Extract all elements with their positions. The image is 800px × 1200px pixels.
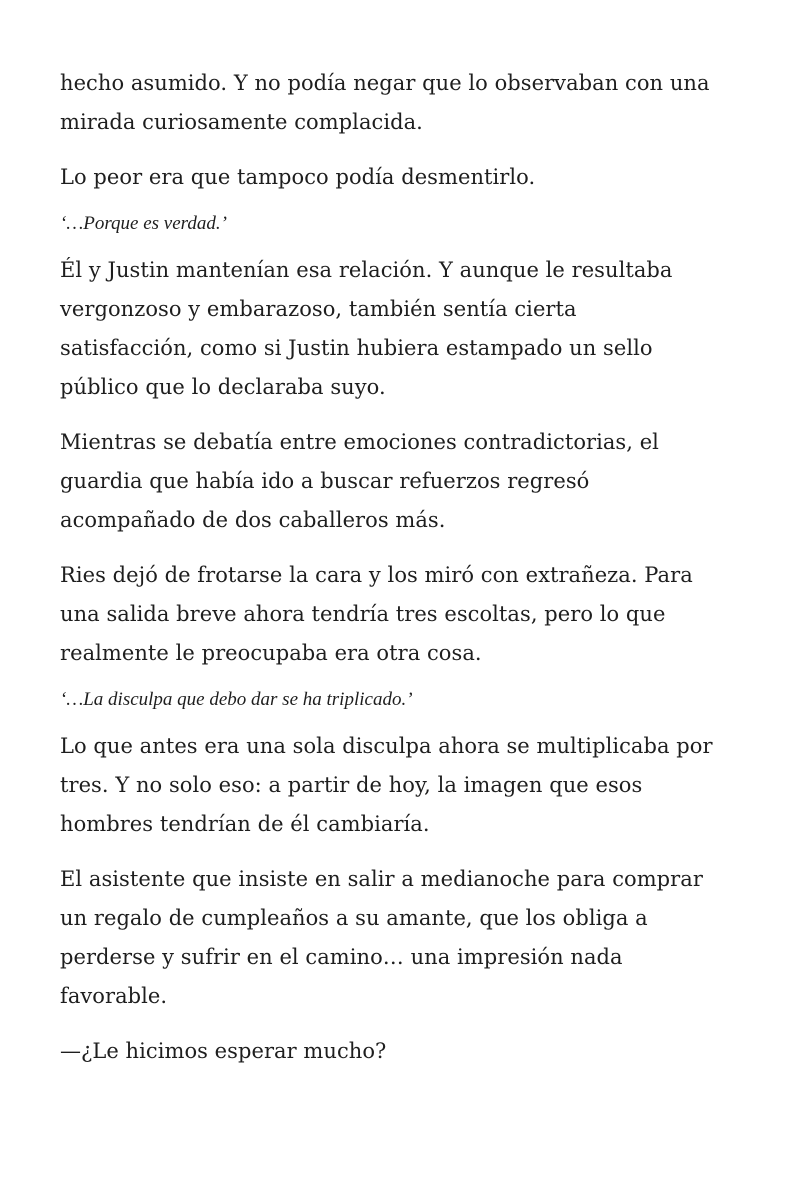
paragraph: Lo peor era que tampoco podía desmentirlo. bbox=[60, 165, 536, 189]
paragraph: Mientras se debatía entre emociones contradictorias, el guardia que había ido a buscar refuerzos regresó acompañado de dos caballeros más. bbox=[60, 430, 659, 532]
paragraph: El asistente que insiste en salir a medianoche para comprar un regalo de cumpleaños a su amante, que los obliga a perderse y sufrir en el camino… una impresión nada favorable. bbox=[60, 867, 703, 1008]
dialogue-line: —¿Le hicimos esperar mucho? bbox=[60, 1039, 387, 1063]
paragraph: hecho asumido. Y no podía negar que lo observaban con una mirada curiosamente complacida. bbox=[60, 71, 710, 134]
paragraph: Lo que antes era una sola disculpa ahora se multiplicaba por tres. Y no solo eso: a partir de hoy, la imagen que esos hombres tendrían de él cambiaría. bbox=[60, 734, 713, 836]
inner-thought: ‘…Porque es verdad.’ bbox=[60, 213, 227, 234]
reading-page bbox=[60, 64, 750, 1087]
paragraph: Ries dejó de frotarse la cara y los miró con extrañeza. Para una salida breve ahora tendría tres escoltas, pero lo que realmente le preocupaba era otra cosa. bbox=[60, 563, 693, 665]
paragraph: Él y Justin mantenían esa relación. Y aunque le resultaba vergonzoso y embarazoso, también sentía cierta satisfacción, como si Justin hubiera estampado un sello público que lo declaraba suyo. bbox=[60, 258, 673, 399]
inner-thought: ‘…La disculpa que debo dar se ha triplicado.’ bbox=[60, 689, 413, 710]
